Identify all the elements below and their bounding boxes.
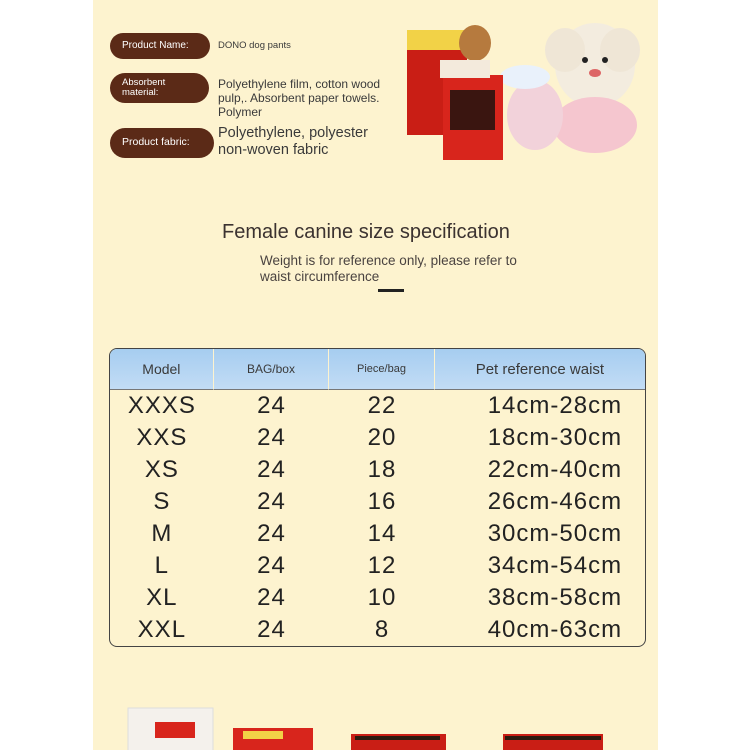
size-spec-title: Female canine size specification [222,221,510,243]
cell-piece-bag: 18 [367,456,397,483]
table-row [110,390,645,422]
table-row [110,614,645,646]
cell-model: XXL [137,616,187,643]
cell-bag-box: 24 [257,456,286,483]
absorbent-material-pill [110,73,209,103]
cell-piece-bag: 16 [367,488,397,515]
cell-bag-box: 24 [257,616,286,643]
cell-piece-bag: 8 [374,616,390,643]
product-name-pill [110,33,210,59]
table-row [110,550,645,582]
cell-bag-box: 24 [257,488,286,515]
package-photos-illustration [93,700,658,750]
cell-bag-box: 24 [257,392,286,419]
cell-bag-box: 24 [257,520,286,547]
cell-model: S [153,488,171,515]
table-row [110,518,645,550]
cell-waist: 18cm-30cm [487,424,623,451]
cell-bag-box: 24 [257,552,286,579]
size-spec-note: Weight is for reference only, please refer to waist circumference [260,253,517,285]
cell-piece-bag: 12 [367,552,397,579]
table-row [110,422,645,454]
cell-waist: 34cm-54cm [487,552,623,579]
table-header-row [110,349,645,390]
product-fabric-value: Polyethylene, polyester non-woven fabric [218,125,368,158]
cell-waist: 14cm-28cm [487,392,623,419]
cell-bag-box: 24 [257,584,286,611]
cell-piece-bag: 20 [367,424,397,451]
product-photo [405,5,650,175]
cell-piece-bag: 14 [367,520,397,547]
table-row [110,582,645,614]
cell-model: M [151,520,173,547]
size-table [109,348,646,647]
cell-waist: 30cm-50cm [487,520,623,547]
table-row [110,486,645,518]
product-photo-illustration [405,5,650,175]
cell-model: XS [144,456,179,483]
product-name-value: DONO dog pants [218,40,291,51]
header-bag-box: BAG/box [214,349,330,390]
cell-piece-bag: 22 [367,392,397,419]
cell-waist: 26cm-46cm [487,488,623,515]
header-pet-waist: Pet reference waist [435,349,645,390]
absorbent-material-value: Polyethylene film, cotton wood pulp,. Absorbent paper towels. Polymer [218,77,381,119]
cell-waist: 40cm-63cm [487,616,623,643]
header-model: Model [110,349,214,390]
cell-model: XXS [136,424,188,451]
package-photo-strip [93,700,658,750]
table-row [110,454,645,486]
cell-model: XL [146,584,178,611]
title-underline [378,289,404,292]
cell-bag-box: 24 [257,424,286,451]
product-fabric-label: Product fabric: [122,136,190,149]
cell-model: XXXS [127,392,196,419]
product-name-label: Product Name: [122,39,189,51]
cell-waist: 38cm-58cm [487,584,623,611]
absorbent-material-label: Absorbent material: [122,77,166,98]
cell-piece-bag: 10 [367,584,397,611]
cell-waist: 22cm-40cm [487,456,623,483]
header-piece-bag: Piece/bag [329,349,435,390]
product-fabric-pill [110,128,214,158]
cell-model: L [154,552,170,579]
